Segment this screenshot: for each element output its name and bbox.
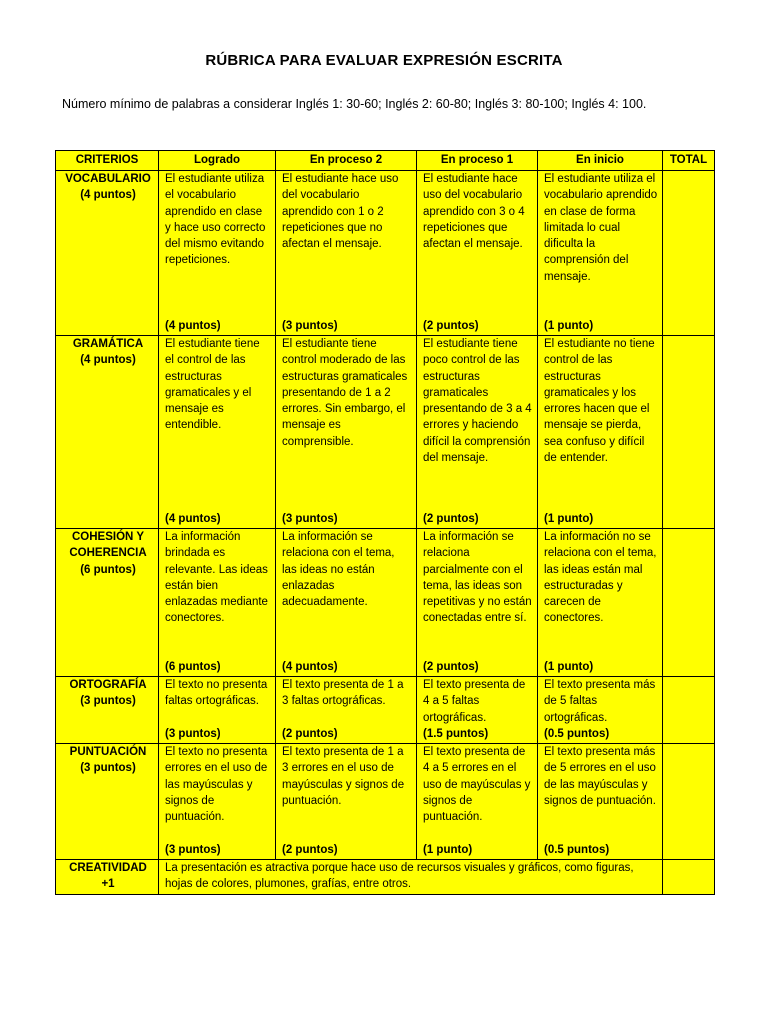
level-cell-logrado	[159, 171, 276, 336]
header-logrado: Logrado	[159, 151, 276, 171]
level-cell-content	[423, 171, 533, 334]
level-cell-proceso1	[417, 171, 538, 336]
level-points: (2 puntos)	[282, 727, 338, 740]
level-points: (0.5 puntos)	[544, 843, 610, 856]
level-cell-content	[423, 744, 533, 858]
header-row	[56, 151, 715, 171]
criterion-cell	[56, 529, 159, 677]
level-cell-content	[282, 171, 412, 334]
level-points: (4 puntos)	[165, 319, 221, 332]
level-points: (1 punto)	[544, 512, 594, 525]
level-cell-content	[423, 336, 533, 527]
header-proceso2: En proceso 2	[276, 151, 417, 171]
rubric-row	[56, 336, 715, 529]
total-cell	[663, 677, 715, 744]
level-points: (3 puntos)	[282, 512, 338, 525]
level-cell-proceso2	[276, 677, 417, 744]
level-cell-proceso2	[276, 336, 417, 529]
creatividad-row	[56, 860, 715, 895]
level-points: (3 puntos)	[165, 843, 221, 856]
level-points: (0.5 puntos)	[544, 727, 610, 740]
header-criterios: CRITERIOS	[56, 151, 159, 171]
level-cell-content	[423, 529, 533, 675]
level-cell-inicio	[538, 336, 663, 529]
level-cell-content	[544, 529, 658, 675]
level-description: El estudiante utiliza el vocabulario aprendido en clase y hace uso correcto del mismo evitando repeticiones.	[165, 173, 266, 267]
level-cell-content	[282, 677, 412, 742]
level-cell-inicio	[538, 677, 663, 744]
level-cell-logrado	[159, 529, 276, 677]
total-cell	[663, 171, 715, 336]
level-description: La información brindada es relevante. Las ideas están bien enlazadas mediante conectores.	[165, 531, 268, 625]
criterion-name: PUNTUACIÓN	[69, 746, 147, 759]
level-description: El estudiante utiliza el vocabulario aprendido en clase de forma limitada lo cual dificulta la comprensión del mensaje.	[544, 173, 658, 283]
rubric-row	[56, 529, 715, 677]
level-points: (4 puntos)	[282, 660, 338, 673]
level-description: El estudiante tiene el control de las estructuras gramaticales y el mensaje es entendible.	[165, 338, 260, 432]
criterion-points: (4 puntos)	[80, 354, 136, 367]
level-cell-logrado	[159, 336, 276, 529]
rubric-row	[56, 744, 715, 860]
level-cell-content	[282, 529, 412, 675]
criterion-points: (3 puntos)	[80, 762, 136, 775]
level-description: El texto presenta de 4 a 5 errores en el uso de mayúsculas y signos de puntuación.	[423, 746, 531, 824]
criterion-points: (3 puntos)	[80, 695, 136, 708]
level-cell-content	[165, 529, 271, 675]
criterion-cell	[56, 744, 159, 860]
total-cell	[663, 860, 715, 895]
level-description: El estudiante no tiene control de las estructuras gramaticales y los errores hacen que el mensaje se pierda, sea confuso y difícil de entender.	[544, 338, 655, 465]
level-points: (4 puntos)	[165, 512, 221, 525]
level-cell-inicio	[538, 171, 663, 336]
level-points: (1 punto)	[423, 843, 473, 856]
level-cell-content	[423, 677, 533, 742]
criterion-points: +1	[101, 878, 115, 891]
level-description: El estudiante hace uso del vocabulario aprendido con 3 o 4 repeticiones que afectan el mensaje.	[423, 173, 525, 251]
criterion-name: GRAMÁTICA	[72, 338, 144, 350]
level-points: (1 punto)	[544, 319, 594, 332]
level-cell-content	[282, 744, 412, 858]
level-description: La información se relaciona parcialmente con el tema, las ideas son repetitivas y no están conectadas entre sí.	[423, 531, 532, 625]
level-cell-proceso1	[417, 336, 538, 529]
criterion-cell	[56, 860, 159, 895]
level-points: (1 punto)	[544, 660, 594, 673]
total-cell	[663, 529, 715, 677]
level-description: El estudiante tiene control moderado de las estructuras gramaticales presentando de 1 a 2 errores. Sin embargo, el mensaje es comprensible.	[282, 338, 408, 448]
level-description: El texto presenta de 1 a 3 faltas ortográficas.	[282, 679, 404, 708]
level-points: (2 puntos)	[423, 512, 479, 525]
header-inicio: En inicio	[538, 151, 663, 171]
level-description: El texto presenta más de 5 faltas ortográficas.	[544, 679, 656, 724]
level-cell-content	[165, 171, 271, 334]
criterion-cell	[56, 171, 159, 336]
level-cell-content	[544, 677, 658, 742]
header-proceso1: En proceso 1	[417, 151, 538, 171]
level-description: El texto presenta de 1 a 3 errores en el uso de mayúsculas y signos de puntuación.	[282, 746, 405, 808]
criterion-name: ORTOGRAFÍA	[69, 679, 147, 691]
level-points: (1.5 puntos)	[423, 727, 489, 740]
level-cell-content	[544, 744, 658, 858]
rubric-row	[56, 677, 715, 744]
level-points: (2 puntos)	[282, 843, 338, 856]
level-description: La información se relaciona con el tema, las ideas no están enlazadas adecuadamente.	[282, 531, 395, 609]
level-description: El estudiante hace uso del vocabulario aprendido con 1 o 2 repeticiones que no afectan el mensaje.	[282, 173, 399, 251]
criterion-name: COHESIÓN Y COHERENCIA	[69, 531, 147, 560]
criterion-name: VOCABULARIO	[65, 173, 151, 185]
level-description: La información no se relaciona con el tema, las ideas están mal estructuradas y carecen de conectores.	[544, 531, 657, 625]
level-cell-proceso1	[417, 677, 538, 744]
level-cell-proceso1	[417, 529, 538, 677]
rubric-row	[56, 171, 715, 336]
criterion-name: CREATIVIDAD	[69, 862, 147, 875]
intro-paragraph: Número mínimo de palabras a considerar Inglés 1: 30-60; Inglés 2: 60-80; Inglés 3: 80-100; Inglés 4: 100.	[62, 97, 647, 111]
level-cell-proceso2	[276, 744, 417, 860]
level-cell-inicio	[538, 744, 663, 860]
level-description: El texto presenta de 4 a 5 faltas ortográficas.	[423, 679, 526, 724]
level-description: El texto no presenta faltas ortográficas.	[165, 679, 268, 708]
level-points: (3 puntos)	[282, 319, 338, 332]
level-cell-proceso2	[276, 171, 417, 336]
total-cell	[663, 744, 715, 860]
rubric-table	[55, 150, 715, 895]
level-description: El texto no presenta errores en el uso de las mayúsculas y signos de puntuación.	[165, 746, 268, 824]
level-cell-logrado	[159, 677, 276, 744]
level-description: El estudiante tiene poco control de las estructuras gramaticales presentando de 3 a 4 errores y haciendo difícil la comprensión del mensaje.	[423, 338, 532, 465]
level-points: (6 puntos)	[165, 660, 221, 673]
page-title: RÚBRICA PARA EVALUAR EXPRESIÓN ESCRITA	[205, 52, 563, 69]
creatividad-description: La presentación es atractiva porque hace uso de recursos visuales y gráficos, como figuras, hojas de colores, plumones, grafías, entre otros.	[159, 860, 663, 895]
criterion-points: (6 puntos)	[80, 563, 136, 576]
header-total: TOTAL	[663, 151, 715, 171]
criterion-cell	[56, 677, 159, 744]
level-cell-content	[544, 336, 658, 527]
level-points: (2 puntos)	[423, 660, 479, 673]
level-points: (3 puntos)	[165, 727, 221, 740]
level-points: (2 puntos)	[423, 319, 479, 332]
level-cell-logrado	[159, 744, 276, 860]
level-cell-content	[165, 677, 271, 742]
level-cell-proceso2	[276, 529, 417, 677]
level-cell-content	[165, 336, 271, 527]
level-cell-content	[165, 744, 271, 858]
level-cell-inicio	[538, 529, 663, 677]
level-cell-proceso1	[417, 744, 538, 860]
criterion-points: (4 puntos)	[80, 189, 136, 202]
criterion-cell	[56, 336, 159, 529]
level-cell-content	[282, 336, 412, 527]
total-cell	[663, 336, 715, 529]
level-description: El texto presenta más de 5 errores en el uso de las mayúsculas y signos de puntuación.	[544, 746, 656, 808]
level-cell-content	[544, 171, 658, 334]
